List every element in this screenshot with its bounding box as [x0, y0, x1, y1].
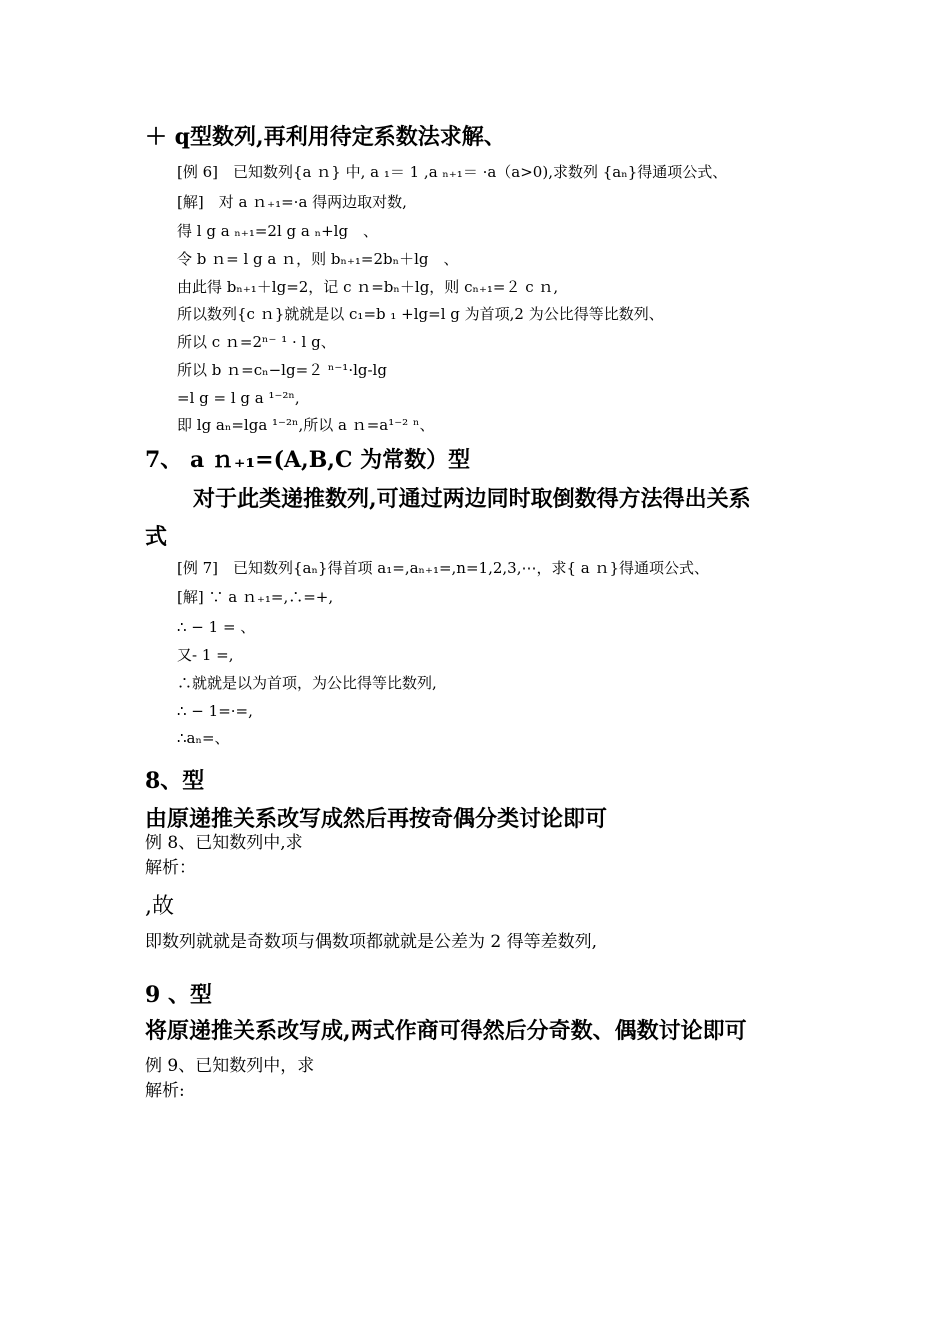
solution-6-line-9: 即 lg aₙ=lga ¹⁻²ⁿ,所以 a ｎ=a¹⁻² ⁿ、 — [177, 416, 435, 434]
example-8-analysis-line-2: 即数列就就是奇数项与偶数项都就就是公差为 2 得等差数列, — [145, 932, 598, 952]
section-7-description: 对于此类递推数列,可通过两边同时取倒数得方法得出关系 — [193, 486, 751, 512]
example-8-statement: 例 8、已知数列中,求 — [145, 833, 303, 853]
solution-7-line-6: ∴aₙ=、 — [177, 729, 230, 747]
section-6-title-continued: ＋ q型数列,再利用待定系数法求解、 — [145, 124, 506, 150]
example-9-statement: 例 9、已知数列中，求 — [145, 1056, 315, 1076]
solution-7-line-1: [解] ∵ a ｎ₊₁=,∴=+, — [177, 588, 334, 606]
example-6-statement: [例 6] 已知数列{a ｎ} 中, a ₁＝ 1 ,a ₙ₊₁＝ ·a（a>0),求数列 {aₙ}得通项公式、 — [177, 163, 728, 181]
solution-6-line-3: 令 b ｎ= l g a ｎ，则 bₙ₊₁=2bₙ＋lg 、 — [177, 250, 459, 268]
solution-7-line-3: 又- 1 =, — [177, 646, 234, 664]
section-9-heading: 9 、型 — [145, 982, 212, 1008]
solution-6-line-7: 所以 b ｎ=cₙ−lg=２ ⁿ⁻¹·lg-lg — [177, 361, 387, 379]
solution-6-line-6: 所以 c ｎ=2ⁿ⁻ ¹ · l g、 — [177, 333, 336, 351]
example-9-analysis-label: 解析: — [145, 1081, 185, 1101]
example-8-analysis-line-1: ,故 — [145, 894, 174, 919]
solution-6-line-1: [解] 对 a ｎ₊₁=·a 得两边取对数, — [177, 193, 407, 211]
section-7-heading: 7、 a ｎ₊₁=(A,B,C 为常数）型 — [145, 447, 471, 473]
solution-6-line-8: =l g = l g a ¹⁻²ⁿ, — [177, 389, 300, 407]
section-7-description-cont: 式 — [145, 524, 168, 550]
solution-6-line-2: 得 l g a ₙ₊₁=2l g a ₙ+lg 、 — [177, 222, 379, 240]
example-7-statement: [例 7] 已知数列{aₙ}得首项 a₁=,aₙ₊₁=,n=1,2,3,⋯，求{ a ｎ}得通项公式、 — [177, 559, 710, 577]
solution-6-line-4: 由此得 bₙ₊₁＋lg=2，记 c ｎ=bₙ＋lg，则 cₙ₊₁=２ c ｎ, — [177, 278, 559, 296]
solution-7-line-2: ∴ − 1 = 、 — [177, 618, 256, 636]
example-8-analysis-label: 解析： — [145, 858, 196, 878]
solution-7-line-4: ∴就就是以为首项，为公比得等比数列, — [177, 674, 437, 692]
section-8-heading: 8、型 — [145, 768, 205, 794]
solution-7-line-5: ∴ − 1=·=, — [177, 702, 253, 720]
section-9-description: 将原递推关系改写成,两式作商可得然后分奇数、偶数讨论即可 — [145, 1018, 747, 1044]
section-8-description: 由原递推关系改写成然后再按奇偶分类讨论即可 — [145, 806, 608, 832]
solution-6-line-5: 所以数列{c ｎ}就就是以 c₁=b ₁ +lg=l g 为首项,2 为公比得等比数列、 — [177, 305, 664, 323]
